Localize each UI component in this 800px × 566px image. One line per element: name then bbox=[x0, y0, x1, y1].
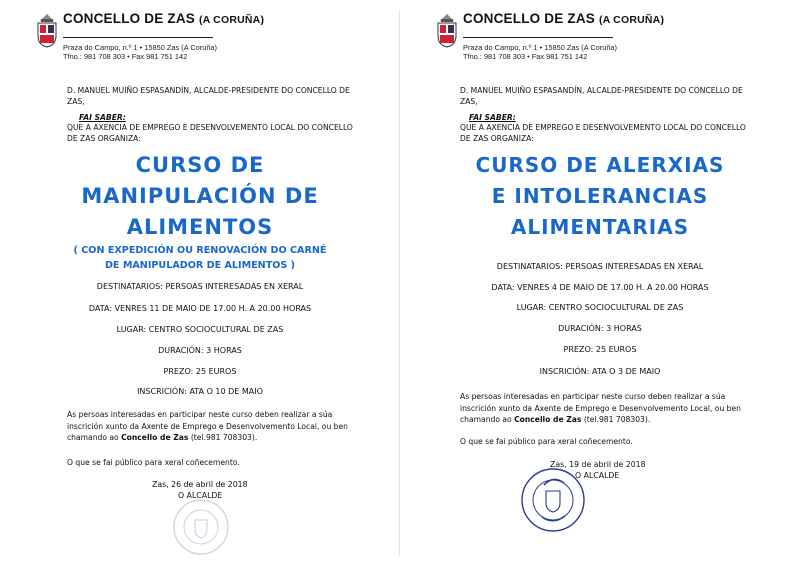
closing-statement: O que se fai público para xeral coñecemento. bbox=[67, 458, 240, 467]
signature-date: Zas, 26 de abril de 2018 bbox=[152, 480, 248, 489]
course-title: CURSO DE MANIPULACIÓN DE ALIMENTOS bbox=[81, 153, 319, 239]
course-location: LUGAR: CENTRO SOCIOCULTURAL DE ZAS bbox=[116, 325, 284, 334]
official-stamp-icon bbox=[520, 467, 586, 533]
council-name: CONCELLO DE ZAS (A CORUÑA) bbox=[63, 11, 265, 26]
council-address: Praza do Campo, n.º 1 • 15850 Zas (A Coruña) bbox=[463, 43, 618, 52]
coat-of-arms-icon bbox=[436, 12, 458, 48]
course-registration: INSCRICIÓN: ATA O 3 DE MAIO bbox=[539, 367, 661, 376]
course-price: PREZO: 25 EUROS bbox=[163, 367, 237, 376]
official-stamp-icon bbox=[172, 498, 230, 556]
course-date: DATA: VENRES 11 DE MAIO DE 17.00 H. A 20.00 HORAS bbox=[88, 304, 312, 313]
registration-paragraph: As persoas interesadas en participar neste curso deben realizar a súa inscrición xunto da Axente de Emprego e Desenvolvemento Local, ou ben chamando ao Concello de Zas (tel.981 708303). bbox=[460, 392, 741, 424]
course-duration: DURACIÓN: 3 HORAS bbox=[158, 346, 242, 355]
council-name: CONCELLO DE ZAS (A CORUÑA) bbox=[463, 11, 665, 26]
closing-statement: O que se fai público para xeral coñecemento. bbox=[460, 437, 633, 446]
course-date: DATA: VENRES 4 DE MAIO DE 17.00 H. A 20.00 HORAS bbox=[491, 283, 709, 292]
mayor-statement: D. MANUEL MUIÑO ESPASANDÍN, ALCALDE-PRESIDENTE DO CONCELLO DE ZAS, bbox=[460, 86, 743, 106]
header-rule bbox=[463, 37, 613, 38]
course-location: LUGAR: CENTRO SOCIOCULTURAL DE ZAS bbox=[516, 303, 684, 312]
course-registration: INSCRICIÓN: ATA O 10 DE MAIO bbox=[137, 387, 263, 396]
course-subtitle: ( CON EXPEDICIÓN OU RENOVACIÓN DO CARNÉ DE MANIPULADOR DE ALIMENTOS ) bbox=[73, 245, 327, 271]
signer-title: O ALCALDE bbox=[575, 471, 620, 480]
council-address: Praza do Campo, n.º 1 • 15850 Zas (A Coruña) bbox=[63, 43, 218, 52]
mayor-statement: D. MANUEL MUIÑO ESPASANDÍN, ALCALDE-PRESIDENTE DO CONCELLO DE ZAS, bbox=[67, 86, 350, 106]
course-duration: DURACIÓN: 3 HORAS bbox=[558, 324, 642, 333]
fai-saber-heading: FAI SABER: bbox=[469, 113, 516, 122]
destinatarios: DESTINATARIOS: PERSOAS INTERESADAS EN XERAL bbox=[496, 262, 704, 271]
destinatarios: DESTINATARIOS: PERSOAS INTERESADAS EN XERAL bbox=[96, 282, 304, 291]
signature-date: Zas, 19 de abril de 2018 bbox=[550, 460, 646, 469]
organizer-statement: QUE A AXENCIA DE EMPREGO E DESENVOLVEMENTO LOCAL DO CONCELLO DE ZAS ORGANIZA: bbox=[67, 123, 353, 143]
course-title: CURSO DE ALERXIAS E INTOLERANCIAS ALIMENTARIAS bbox=[475, 153, 725, 239]
signer-title: O ALCALDE bbox=[178, 491, 223, 500]
organizer-statement: QUE A AXENCIA DE EMPREGO E DESENVOLVEMENTO LOCAL DO CONCELLO DE ZAS ORGANIZA: bbox=[460, 123, 746, 143]
header-rule bbox=[63, 37, 213, 38]
notice-right bbox=[400, 0, 800, 566]
course-price: PREZO: 25 EUROS bbox=[563, 345, 637, 354]
registration-paragraph: As persoas interesadas en participar neste curso deben realizar a súa inscrición xunto da Axente de Emprego e Desenvolvemento Local, ou ben chamando ao Concello de Zas (tel.981 708303). bbox=[67, 410, 348, 442]
council-phones: Tfno.: 981 708 303 • Fax 981 751 142 bbox=[463, 52, 588, 61]
coat-of-arms-icon bbox=[36, 12, 58, 48]
council-phones: Tfno.: 981 708 303 • Fax 981 751 142 bbox=[63, 52, 188, 61]
fai-saber-heading: FAI SABER: bbox=[79, 113, 126, 122]
